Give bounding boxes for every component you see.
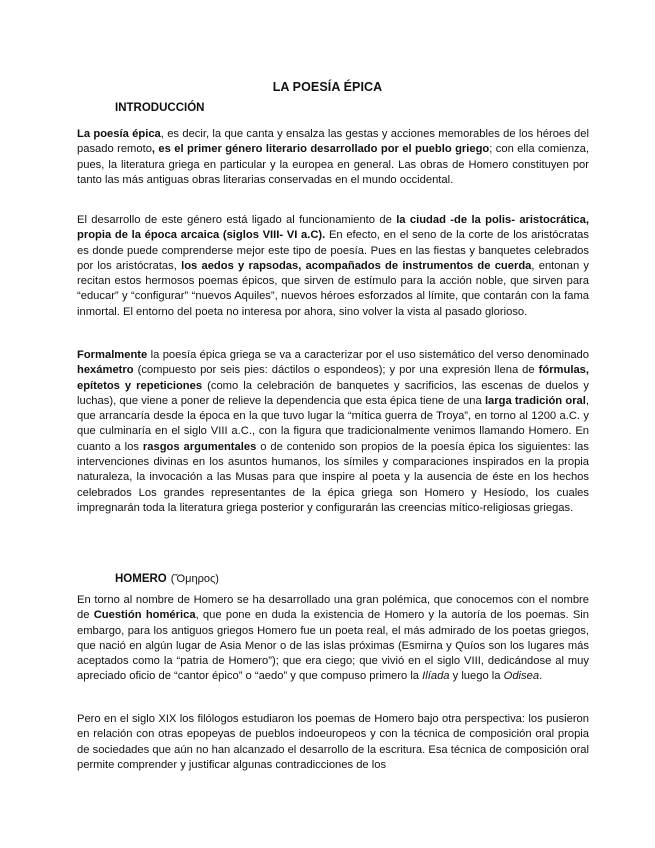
text-run: El desarrollo de este género está ligado al funcionamiento de [77,214,397,226]
text-run: En torno al nombre de Homero se ha desarrollado una gran polémica, que conocemos con el nombre de [77,594,589,622]
text-run: , que pone en duda la existencia de Homero y la autoría de los poemas. Sin embargo, para los antiguos griegos Homero fue un poeta real, el más admirado de los poetas griegos, que nació en algún lugar de Asia Menor o de las islas próximas (Esmirna y Quíos son los lugares más aceptados como la “patria de Homero”); que era ciego; que vivió en el siglo VIII, dedicándose al muy apreciado oficio de “cantor épico” o “aedo” y que compuso primero la [77,609,589,683]
text-run: , es decir, la que canta y ensalza las gestas y acciones memorables de los héroes del pasado remoto [77,128,589,156]
text-run: , entonan y recitan estos hermosos poemas épicos, que sirven de estímulo para la acción noble, que sirven para “educar” y “configurar” “nuevos Aquiles”, nuevos héroes esforzados al límite, que contarán con la fama inmortal. El entorno del poeta no interesa por ahora, sino volver la vista al pasado glorioso. [77,259,589,318]
text-run: (como la celebración de banquetes y sacrificios, las escenas de duelos y luchas), que viene a poner de relieve la dependencia que esta épica tiene de una [77,379,589,407]
paragraph [77,348,589,516]
bold-text: , es el primer género literario desarrollado por el pueblo griego [151,143,490,156]
paragraph [77,213,589,320]
heading-greek-text: (Ὅμηρος) [170,573,219,585]
paragraph [77,593,589,685]
bold-text: Formalmente [77,349,148,361]
section-heading-introduccion: INTRODUCCIÓN [115,102,205,114]
paragraph [77,712,589,773]
bold-text: los aedos y rapsodas, acompañados de instrumentos de cuerda [181,259,532,272]
paragraph [77,127,589,188]
text-run: (compuesto por seis pies: dáctilos o espondeos); y por una expresión llena de [133,364,539,377]
heading-text: HOMERO [115,573,167,585]
text-run: y luego la [449,670,504,683]
document-title: LA POESÍA ÉPICA [272,80,383,94]
bold-text: La poesía épica [77,128,161,140]
text-run: En efecto, en el seno de la corte de los aristócratas es donde puede comprenderse mejor este tipo de poesía. Pues en las fiestas y banquetes celebrados por los aristócratas, [77,229,589,272]
bold-text: Cuestión homérica [93,609,196,622]
text-run: o de contenido son propios de la poesía épica los siguientes: las intervenciones divinas en los asuntos humanos, los símiles y comparaciones inspirados en la propia naturaleza, la invocación a las Musas para que inspire al poeta y la ausencia de éste en los hechos celebrados Los grandes representantes de la épica griega son Homero y Hesíodo, los cuales impregnarán toda la literatura griega posterior y configurarán las creencias mítico-religiosas griegas. [77,440,589,514]
italic-title: Ilíada [422,670,450,683]
text-run: ; con ella comienza, pues, la literatura griega en particular y la europea en general. Las obras de Homero constituyen por tanto las más antiguas obras literarias conservadas en el mundo occidental. [77,143,590,186]
italic-title: Odisea [503,670,540,683]
text-run: . [539,670,543,683]
bold-text: rasgos argumentales [142,440,257,453]
section-heading-homero [115,573,219,585]
text-run: , que arrancaría desde la época en la que tuvo lugar la “mítica guerra de Troya”, en torno al 1200 a.C. y que culminaría en el siglo VIII a.C., con la figura que tradicionalmente venimos llamando Homero. En cuanto a los [77,394,589,453]
bold-text: larga tradición oral [484,394,586,407]
bold-text: hexámetro [77,364,134,377]
text-run: Pero en el siglo XIX los filólogos estudiaron los poemas de Homero bajo otra perspectiva: los pusieron en relación con otras epopeyas de pueblos indoeuropeos y con la técnica de composición oral propia de sociedades que aún no han alcanzado el desarrollo de la escritura. Esa técnica de composición oral permite comprender y justificar algunas contradicciones de los [77,713,589,771]
text-run: la poesía épica griega se va a caracterizar por el uso sistemático del verso denominado [147,349,589,361]
bold-text: fórmulas, epítetos y repeticiones [77,364,589,392]
bold-text: la ciudad -de la polis- aristocrática, propia de la época arcaica (siglos VIII- VI a.C). [77,214,589,242]
